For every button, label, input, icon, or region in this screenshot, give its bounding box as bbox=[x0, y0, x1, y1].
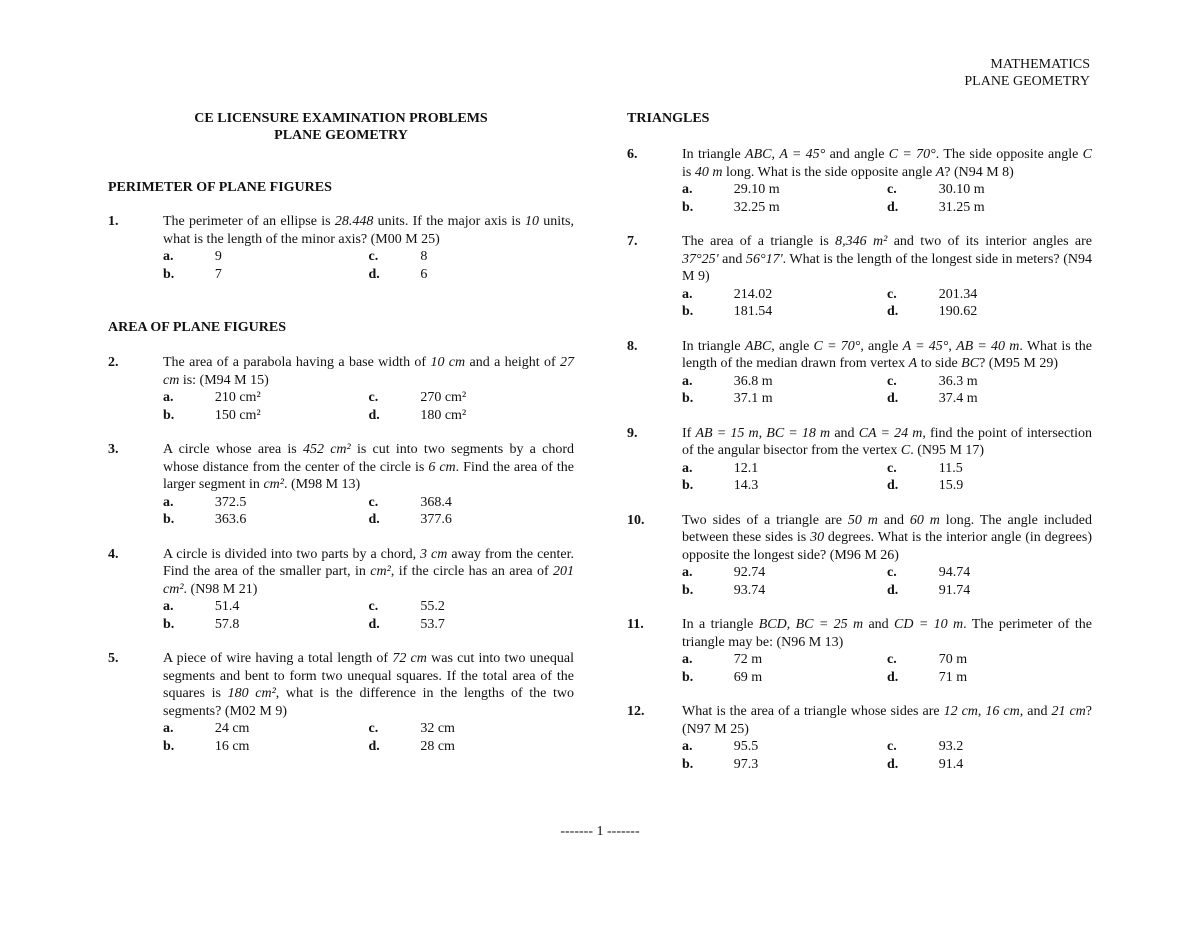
choice-row bbox=[163, 248, 574, 266]
choice-label-d: d. bbox=[887, 582, 899, 598]
problem-8 bbox=[627, 338, 1092, 408]
choice-row bbox=[682, 651, 1092, 669]
choice-label-c: c. bbox=[887, 460, 897, 476]
problem-number: 1. bbox=[108, 214, 119, 229]
problem-number: 7. bbox=[627, 234, 638, 249]
choice-label-b: b. bbox=[682, 199, 694, 215]
choice-label-d: d. bbox=[887, 391, 899, 406]
choice-row bbox=[682, 477, 1092, 495]
choice-value-d: 31.25 m bbox=[938, 199, 985, 215]
page-number-footer: ------- 1 ------- bbox=[560, 824, 640, 839]
choice-value-d: 377.6 bbox=[420, 512, 452, 527]
choice-label-a: a. bbox=[163, 494, 174, 510]
choice-row bbox=[682, 390, 1092, 408]
answer-choices bbox=[682, 564, 1092, 599]
section-title-perimeter: PERIMETER OF PLANE FIGURES bbox=[108, 180, 332, 195]
choice-label-b: b. bbox=[682, 304, 694, 319]
choice-label-b: b. bbox=[682, 669, 694, 685]
choice-label-b: b. bbox=[163, 407, 175, 423]
problem-number: 8. bbox=[627, 338, 638, 354]
question-text: In triangle ABC, angle C = 70°, angle A = 45°, AB = 40 m. What is the length of the median drawn from vertex A to side BC? (M95 M 29) bbox=[682, 338, 1092, 371]
choice-label-b: b. bbox=[682, 391, 694, 406]
choice-value-d: 37.4 m bbox=[938, 391, 978, 406]
choice-value-b: 57.8 bbox=[214, 616, 240, 632]
choice-value-c: 36.3 m bbox=[938, 373, 978, 389]
choice-row bbox=[682, 738, 1092, 756]
choice-row bbox=[163, 494, 574, 512]
choice-row bbox=[682, 181, 1092, 199]
choice-label-d: d. bbox=[887, 756, 899, 772]
choice-row bbox=[682, 669, 1092, 687]
choice-value-c: 70 m bbox=[938, 652, 968, 667]
choice-row bbox=[163, 407, 574, 425]
answer-choices bbox=[682, 286, 1092, 321]
problem-6 bbox=[627, 146, 1092, 216]
question-text: If AB = 15 m, BC = 18 m and CA = 24 m, find the point of intersection of the angular bisector from the vertex C. (N95 M 17) bbox=[682, 425, 1093, 458]
choice-label-a: a. bbox=[163, 721, 174, 736]
choice-value-c: 11.5 bbox=[938, 460, 963, 476]
choice-label-c: c. bbox=[887, 373, 897, 389]
choice-label-b: b. bbox=[163, 266, 175, 282]
choice-value-b: 150 cm² bbox=[214, 407, 261, 423]
choice-row bbox=[163, 389, 574, 407]
left-column bbox=[108, 110, 574, 755]
problem-11 bbox=[627, 616, 1092, 686]
question-text: What is the area of a triangle whose sides are 12 cm, 16 cm, and 21 cm? (N97 M 25) bbox=[682, 704, 1093, 737]
choice-row bbox=[682, 199, 1092, 217]
question-text: The perimeter of an ellipse is 28.448 units. If the major axis is 10 units, what is the length of the minor axis? (M00 M 25) bbox=[163, 214, 574, 247]
choice-label-b: b. bbox=[682, 478, 694, 493]
choice-label-a: a. bbox=[682, 286, 693, 302]
choice-value-c: 8 bbox=[420, 249, 428, 264]
choice-label-d: d. bbox=[368, 266, 380, 282]
choice-value-d: 71 m bbox=[938, 669, 968, 685]
answer-choices bbox=[682, 181, 1092, 216]
choice-value-a: 12.1 bbox=[733, 460, 759, 476]
choice-label-c: c. bbox=[887, 286, 897, 302]
choice-label-a: a. bbox=[682, 182, 693, 197]
choice-row bbox=[682, 460, 1092, 478]
choice-label-d: d. bbox=[368, 738, 380, 754]
choice-row bbox=[163, 738, 574, 756]
choice-label-c: c. bbox=[887, 739, 897, 754]
problem-4 bbox=[108, 546, 574, 634]
section-title-area: AREA OF PLANE FIGURES bbox=[108, 320, 287, 335]
answer-choices bbox=[682, 651, 1092, 686]
choice-value-b: 97.3 bbox=[733, 756, 759, 772]
choice-label-c: c. bbox=[368, 721, 379, 736]
choice-label-d: d. bbox=[887, 669, 899, 685]
choice-value-b: 7 bbox=[214, 266, 222, 282]
choice-label-c: c. bbox=[887, 652, 897, 667]
right-column bbox=[627, 110, 1092, 773]
choice-row bbox=[682, 286, 1092, 304]
choice-label-c: c. bbox=[887, 565, 897, 580]
choice-value-b: 69 m bbox=[733, 669, 763, 685]
choice-value-a: 24 cm bbox=[214, 721, 250, 736]
problem-9 bbox=[627, 425, 1092, 495]
choice-label-a: a. bbox=[682, 373, 693, 389]
choice-row bbox=[682, 564, 1092, 582]
problem-number: 10. bbox=[627, 512, 645, 528]
choice-value-a: 372.5 bbox=[214, 494, 247, 510]
question-text: A piece of wire having a total length of 72 cm was cut into two unequal segments and bent to form two unequal squares. If the total area of the squares is 180 cm², what is the difference in the lengths of the two segments? (M02 M 9) bbox=[163, 651, 575, 719]
choice-label-b: b. bbox=[163, 616, 175, 632]
choice-value-b: 32.25 m bbox=[733, 199, 780, 215]
choice-label-b: b. bbox=[682, 582, 694, 598]
choice-value-c: 94.74 bbox=[938, 565, 971, 580]
page-header bbox=[964, 56, 1090, 90]
choice-value-a: 214.02 bbox=[733, 286, 773, 302]
choice-label-b: b. bbox=[682, 756, 694, 772]
answer-choices bbox=[163, 598, 574, 633]
problem-number: 6. bbox=[627, 147, 638, 162]
problem-number: 5. bbox=[108, 651, 119, 666]
choice-value-a: 29.10 m bbox=[733, 182, 780, 197]
choice-label-a: a. bbox=[682, 460, 693, 476]
choice-label-c: c. bbox=[368, 599, 379, 614]
choice-row bbox=[163, 720, 574, 738]
problem-number: 11. bbox=[627, 617, 644, 632]
answer-choices bbox=[682, 738, 1092, 773]
choice-value-a: 9 bbox=[214, 249, 222, 264]
choice-value-b: 93.74 bbox=[733, 582, 766, 598]
choice-row bbox=[682, 582, 1092, 600]
problem-number: 4. bbox=[108, 546, 119, 562]
choice-value-c: 30.10 m bbox=[938, 182, 985, 197]
question-text: Two sides of a triangle are 50 m and 60 m long. The angle included between these sides is 30 degrees. What is the interior angle (in degrees) opposite the longest side? (M96 M 26) bbox=[682, 512, 1093, 563]
choice-value-d: 91.74 bbox=[938, 582, 971, 598]
choice-label-d: d. bbox=[887, 304, 899, 319]
choice-value-c: 55.2 bbox=[420, 599, 445, 614]
header-topic: PLANE GEOMETRY bbox=[964, 74, 1090, 89]
choice-label-d: d. bbox=[887, 478, 899, 493]
choice-value-d: 190.62 bbox=[938, 304, 978, 319]
section-title-triangles: TRIANGLES bbox=[627, 111, 710, 126]
choice-label-c: c. bbox=[368, 390, 379, 405]
problem-number: 3. bbox=[108, 442, 119, 457]
choice-label-a: a. bbox=[163, 599, 174, 614]
choice-value-c: 201.34 bbox=[938, 286, 978, 302]
answer-choices bbox=[682, 373, 1092, 408]
choice-value-d: 6 bbox=[420, 266, 428, 282]
choice-value-b: 37.1 m bbox=[733, 391, 773, 406]
problem-5 bbox=[108, 650, 574, 755]
problem-2 bbox=[108, 354, 574, 424]
choice-value-b: 16 cm bbox=[214, 738, 250, 754]
answer-choices bbox=[163, 494, 574, 529]
document-title-line1: CE LICENSURE EXAMINATION PROBLEMS bbox=[194, 111, 488, 126]
choice-label-c: c. bbox=[887, 182, 897, 197]
choice-value-d: 180 cm² bbox=[420, 407, 467, 423]
choice-value-a: 72 m bbox=[733, 652, 763, 667]
problem-3 bbox=[108, 441, 574, 529]
choice-value-c: 93.2 bbox=[938, 739, 964, 754]
choice-label-a: a. bbox=[682, 652, 693, 667]
document-title bbox=[108, 110, 574, 144]
choice-value-d: 28 cm bbox=[420, 738, 455, 754]
question-text: A circle whose area is 452 cm² is cut into two segments by a chord whose distance from the center of the circle is 6 cm. Find the area of the larger segment in cm². (M98 M 13) bbox=[163, 442, 574, 492]
choice-value-d: 53.7 bbox=[420, 616, 445, 632]
problem-1 bbox=[108, 213, 574, 283]
choice-label-d: d. bbox=[887, 199, 899, 215]
choice-value-a: 36.8 m bbox=[733, 373, 773, 389]
answer-choices bbox=[163, 389, 574, 424]
choice-value-b: 363.6 bbox=[214, 512, 247, 527]
choice-row bbox=[163, 616, 574, 634]
choice-value-b: 14.3 bbox=[733, 478, 759, 493]
choice-label-a: a. bbox=[163, 249, 174, 264]
choice-label-a: a. bbox=[682, 739, 693, 754]
question-text: A circle is divided into two parts by a chord, 3 cm away from the center. Find the area of the smaller part, in cm², if the circle has an area of 201 cm². (N98 M 21) bbox=[163, 546, 574, 597]
choice-label-d: d. bbox=[368, 512, 380, 527]
choice-label-a: a. bbox=[163, 390, 174, 405]
choice-row bbox=[163, 511, 574, 529]
choice-label-c: c. bbox=[368, 494, 379, 510]
choice-label-b: b. bbox=[163, 512, 175, 527]
problem-10 bbox=[627, 512, 1092, 600]
choice-row bbox=[682, 756, 1092, 774]
problem-number: 2. bbox=[108, 355, 119, 370]
choice-row bbox=[682, 373, 1092, 391]
problem-number: 9. bbox=[627, 425, 638, 441]
answer-choices bbox=[163, 248, 574, 283]
choice-value-a: 92.74 bbox=[733, 565, 766, 580]
choice-value-d: 15.9 bbox=[938, 478, 964, 493]
choice-label-d: d. bbox=[368, 616, 380, 632]
choice-value-c: 32 cm bbox=[420, 721, 455, 736]
choice-value-c: 368.4 bbox=[420, 494, 452, 510]
choice-row bbox=[163, 598, 574, 616]
choice-label-b: b. bbox=[163, 738, 175, 754]
choice-value-a: 95.5 bbox=[733, 739, 759, 754]
question-text: The area of a triangle is 8,346 m² and two of its interior angles are 37°25' and 56°17'. What is the length of the longest side in meters? (N94 M 9) bbox=[682, 234, 1092, 284]
problem-12 bbox=[627, 703, 1092, 773]
answer-choices bbox=[682, 460, 1092, 495]
question-text: In triangle ABC, A = 45° and angle C = 70°. The side opposite angle C is 40 m long. What is the side opposite angle A? (N94 M 8) bbox=[682, 147, 1092, 180]
question-text: In a triangle BCD, BC = 25 m and CD = 10 m. The perimeter of the triangle may be: (N96 M 13) bbox=[682, 617, 1092, 650]
problem-number: 12. bbox=[627, 704, 645, 719]
choice-value-a: 51.4 bbox=[214, 599, 240, 614]
header-subject: MATHEMATICS bbox=[990, 57, 1090, 72]
choice-label-a: a. bbox=[682, 565, 693, 580]
document-title-line2: PLANE GEOMETRY bbox=[274, 128, 408, 143]
choice-label-d: d. bbox=[368, 407, 380, 423]
choice-value-a: 210 cm² bbox=[214, 390, 261, 405]
choice-row bbox=[682, 303, 1092, 321]
choice-value-d: 91.4 bbox=[938, 756, 964, 772]
choice-row bbox=[163, 266, 574, 284]
choice-label-c: c. bbox=[368, 249, 379, 264]
answer-choices bbox=[163, 720, 574, 755]
choice-value-c: 270 cm² bbox=[420, 390, 467, 405]
question-text: The area of a parabola having a base width of 10 cm and a height of 27 cm is: (M94 M 15) bbox=[163, 355, 575, 388]
problem-7 bbox=[627, 233, 1092, 321]
choice-value-b: 181.54 bbox=[733, 304, 773, 319]
